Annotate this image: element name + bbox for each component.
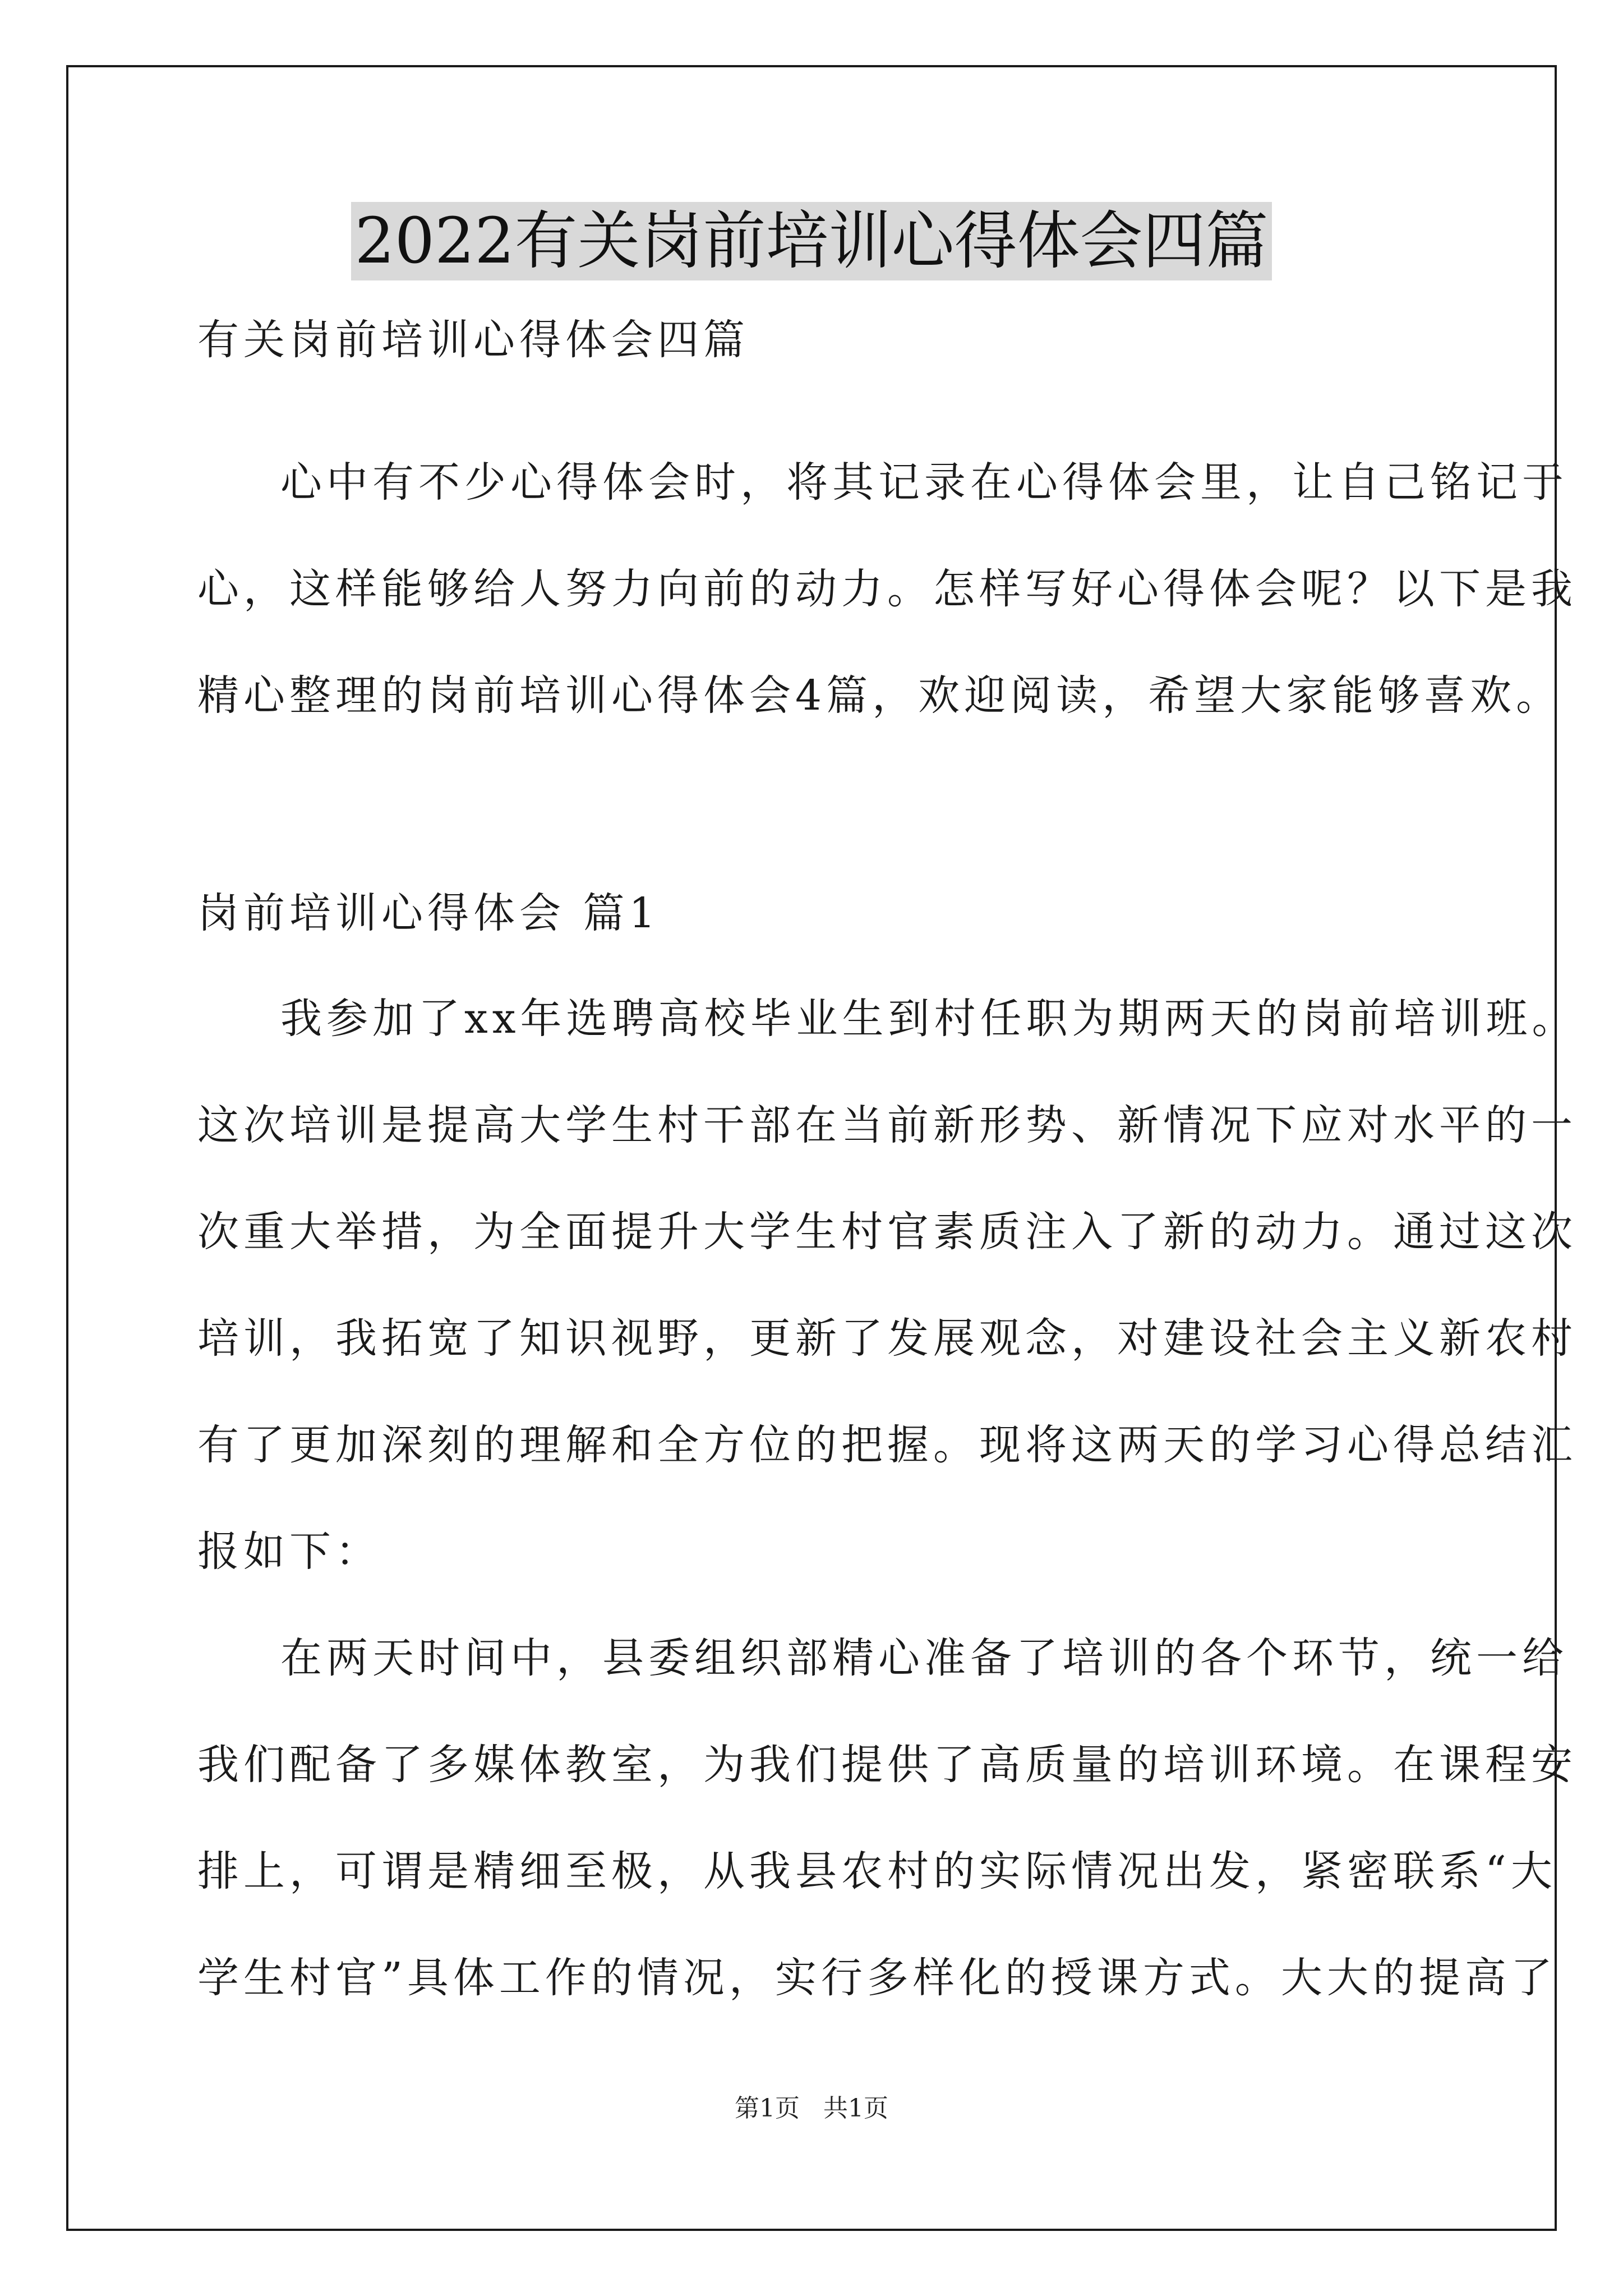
paragraph-line: 在两天时间中，县委组织部精心准备了培训的各个环节，统一给	[280, 1634, 1568, 1682]
paragraph-line: 这次培训是提高大学生村干部在当前新形势、新情况下应对水平的一	[197, 1101, 1577, 1149]
section-heading: 岗前培训心得体会 篇1	[197, 889, 660, 937]
paragraph-line: 我参加了xx年选聘高校毕业生到村任职为期两天的岗前培训班。	[280, 995, 1578, 1043]
page-number: 第1页	[735, 2094, 800, 2123]
paragraph-line: 培训，我拓宽了知识视野，更新了发展观念，对建设社会主义新农村	[197, 1314, 1577, 1363]
document-title: 2022有关岗前培训心得体会四篇	[351, 202, 1271, 280]
intro-line: 心中有不少心得体会时，将其记录在心得体会里，让自己铭记于	[280, 458, 1568, 507]
page-footer	[0, 2088, 1623, 2124]
paragraph-line: 学生村官”具体工作的情况，实行多样化的授课方式。大大的提高了	[197, 1954, 1557, 2002]
paragraph-line: 有了更加深刻的理解和全方位的把握。现将这两天的学习心得总结汇	[197, 1421, 1577, 1469]
title-container	[0, 202, 1623, 280]
intro-line: 心，这样能够给人努力向前的动力。怎样写好心得体会呢？以下是我	[197, 565, 1577, 613]
paragraph-line: 我们配备了多媒体教室，为我们提供了高质量的培训环境。在课程安	[197, 1741, 1577, 1789]
intro-line: 精心整理的岗前培训心得体会4篇，欢迎阅读，希望大家能够喜欢。	[197, 671, 1562, 720]
paragraph-line: 次重大举措，为全面提升大学生村官素质注入了新的动力。通过这次	[197, 1208, 1577, 1256]
document-subtitle: 有关岗前培训心得体会四篇	[197, 316, 749, 364]
paragraph-line: 报如下：	[197, 1527, 381, 1576]
paragraph-line: 排上，可谓是精细至极，从我县农村的实际情况出发，紧密联系“大	[197, 1847, 1557, 1895]
page-total: 共1页	[823, 2094, 888, 2123]
